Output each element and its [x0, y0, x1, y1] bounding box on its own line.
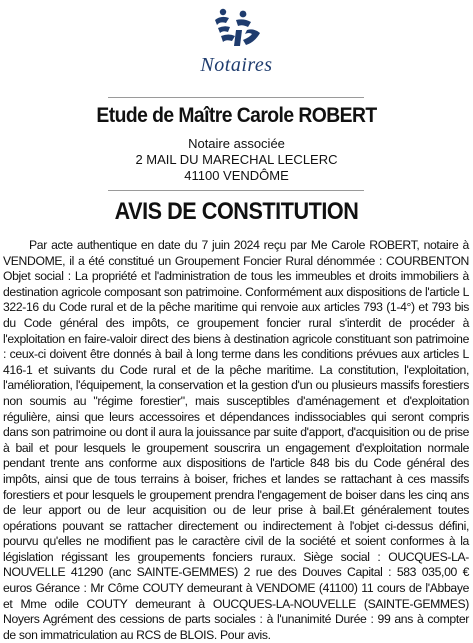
logo-wordmark: Notaires [200, 54, 273, 76]
office-title: Etude de Maître Carole ROBERT [96, 104, 377, 127]
separator-bottom [108, 190, 364, 191]
notaires-logo [0, 6, 473, 74]
office-street: 2 MAIL DU MARECHAL LECLERC [135, 152, 338, 167]
office-city: 41100 VENDÔME [184, 168, 289, 183]
notaires-emblem-icon [209, 6, 265, 50]
separator-top [108, 97, 364, 98]
notice-body: Par acte authentique en date du 7 juin 2024 reçu par Me Carole ROBERT, notaire à VENDOME, il a été constitué un Groupement Foncier Rural dénommée : COURBENTON Objet social : La propriété et l'administration de tous les immeubles et droits immobiliers à destination agricole composant son patrimoine. Conformément aux dispositions de l'article L 322-16 du Code rural et de la pêche maritime qui renvoie aux articles 793 (1-4°) et 793 bis du Code général des impôts, ce groupement foncier rural s'interdit de procéder à l'exploitation en faire-valoir direct des biens à destination agricole constituant son patrimoine : ceux-ci doivent être donnés à bail à long terme dans les conditions prévues aux articles L 416-1 et suivants du Code rural et de la pêche maritime. La constitution, l'exploitation, l'amélioration, l'équipement, la conservation et la gestion d'un ou plusieurs massifs forestiers non soumis au "régime forestier", mais susceptibles d'aménagement et d'exploitation régulière, ainsi que leurs accessoires et dépendances indissociables qui seront compris dans son patrimoine ou dont il aura la jouissance par suite d'apport, d'acquisition ou de prise à bail et pour lesquels le groupement souscrira un engagement d'exploitation normale pendant trente ans conforme aux dispositions de l'article 848 bis du Code général des impôts, ainsi que de tous terrains à boiser, friches et landes se rattachant à ces massifs forestiers et pour lesquels le groupement prendra l'engagement de boiser dans les cinq ans de leur apport ou de leur acquisition ou de leur prise à bail.Et généralement toutes opérations pouvant se rattacher directement ou indirectement à l'objet ci-dessus défini, pourvu qu'elles ne modifient pas le caractère civil de la société et soient conformes à la législation régissant les groupements fonciers ruraux. Siège social : OUCQUES-LA-NOUVELLE 41290 (anc SAINTE-GEMMES) 2 rue des Douves Capital : 583 035,00 € euros Gérance : Mr Côme COUTY demeurant à VENDOME (41100) 11 cours de l'Abbaye et Mme odile COUTY demeurant à OUCQUES-LA-NOUVELLE (SAINTE-GEMMES) Noyers Agrément des cessions de parts sociales : à l'unanimité Durée : 99 ans à compter de son immatriculation au RCS de BLOIS. Pour avis. [3, 238, 469, 642]
office-role: Notaire associée [188, 136, 285, 151]
notice-title: AVIS DE CONSTITUTION [114, 198, 359, 225]
